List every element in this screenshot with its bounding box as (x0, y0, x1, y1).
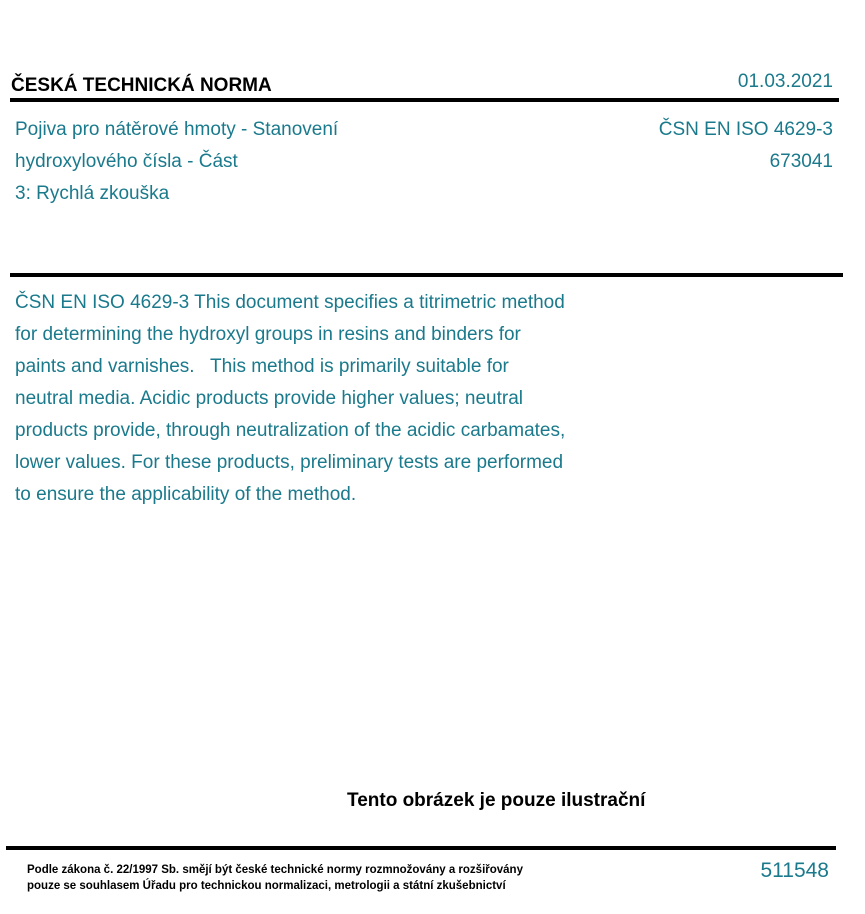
abstract-line: lower values. For these products, preliminary tests are performed (15, 452, 564, 473)
abstract-line: neutral media. Acidic products provide higher values; neutral (15, 388, 524, 409)
abstract-line: paints and varnishes. This method is primarily suitable for (15, 356, 509, 377)
abstract-line: to ensure the applicability of the method. (15, 484, 357, 505)
document-title-line: hydroxylového čísla - Část (15, 151, 238, 172)
standard-code: ČSN EN ISO 4629-3 (658, 119, 833, 140)
illustration-disclaimer: Tento obrázek je pouze ilustrační (347, 790, 646, 811)
abstract-text (15, 287, 655, 511)
legal-notice-line: Podle zákona č. 22/1997 Sb. smějí být české technické normy rozmnožovány a rozšiřovány (27, 864, 523, 876)
abstract-line: for determining the hydroxyl groups in resins and binders for (15, 324, 521, 345)
publication-date: 01.03.2021 (737, 71, 833, 92)
legal-notice (27, 862, 523, 894)
classification-number: 673041 (769, 151, 833, 172)
abstract-line: ČSN EN ISO 4629-3 This document specifies a titrimetric method (15, 292, 565, 313)
top-divider (10, 98, 839, 102)
document-title-line: Pojiva pro nátěrové hmoty - Stanovení (15, 119, 339, 140)
standard-header-title: ČESKÁ TECHNICKÁ NORMA (11, 75, 272, 96)
legal-notice-line: pouze se souhlasem Úřadu pro technickou normalizaci, metrologii a státní zkušebnictví (27, 880, 506, 892)
abstract-line: products provide, through neutralization of the acidic carbamates, (15, 420, 566, 441)
catalog-id: 511548 (760, 859, 829, 882)
middle-divider (10, 273, 843, 277)
document-title (15, 114, 415, 210)
bottom-divider (6, 846, 836, 850)
document-title-line: 3: Rychlá zkouška (15, 183, 170, 204)
